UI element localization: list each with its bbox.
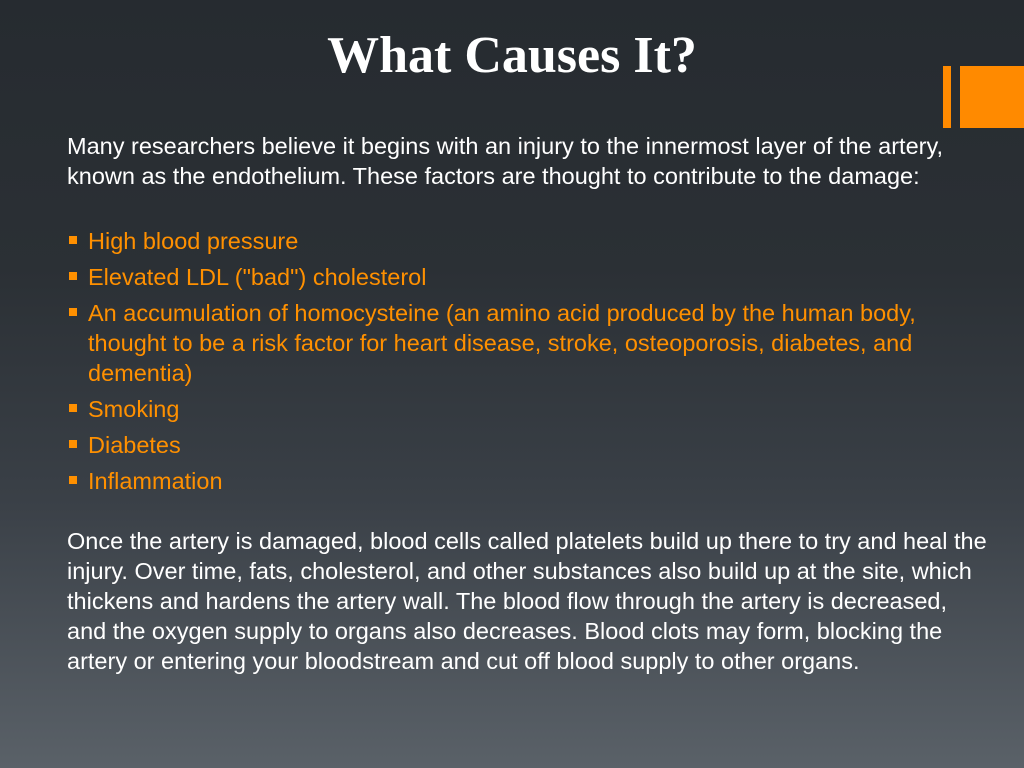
list-item	[67, 226, 987, 256]
intro-paragraph: Many researchers believe it begins with an injury to the innermost layer of the artery, known as the endothelium. These factors are thought to contribute to the damage:	[67, 133, 944, 189]
list-item	[67, 262, 987, 292]
square-bullet-icon	[69, 272, 77, 280]
list-item	[67, 430, 987, 460]
square-bullet-icon	[69, 404, 77, 412]
list-item	[67, 394, 987, 424]
slide-content	[67, 131, 987, 676]
square-bullet-icon	[69, 308, 77, 316]
accent-bar-wide	[960, 66, 1024, 128]
list-item-text: Diabetes	[88, 432, 181, 458]
square-bullet-icon	[69, 476, 77, 484]
list-item-text: An accumulation of homocysteine (an amino acid produced by the human body, thought to be a risk factor for heart disease, stroke, osteoporosis, diabetes, and dementia)	[88, 300, 916, 386]
cause-list	[67, 226, 987, 496]
list-item-text: Elevated LDL ("bad") cholesterol	[88, 264, 427, 290]
outro-paragraph: Once the artery is damaged, blood cells called platelets build up there to try and heal the injury. Over time, fats, cholesterol, and other substances also build up at the site, which thickens and hardens the artery wall. The blood flow through the artery is decreased, and the oxygen supply to organs also decreases. Blood clots may form, blocking the artery or entering your bloodstream and cut off blood supply to other organs.	[67, 528, 987, 674]
slide-title: What Causes It?	[327, 27, 697, 84]
list-item-text: Smoking	[88, 396, 180, 422]
square-bullet-icon	[69, 236, 77, 244]
square-bullet-icon	[69, 440, 77, 448]
list-item-text: High blood pressure	[88, 228, 299, 254]
list-item	[67, 466, 987, 496]
list-item	[67, 298, 987, 388]
list-item-text: Inflammation	[88, 468, 223, 494]
accent-bar-thin	[943, 66, 951, 128]
